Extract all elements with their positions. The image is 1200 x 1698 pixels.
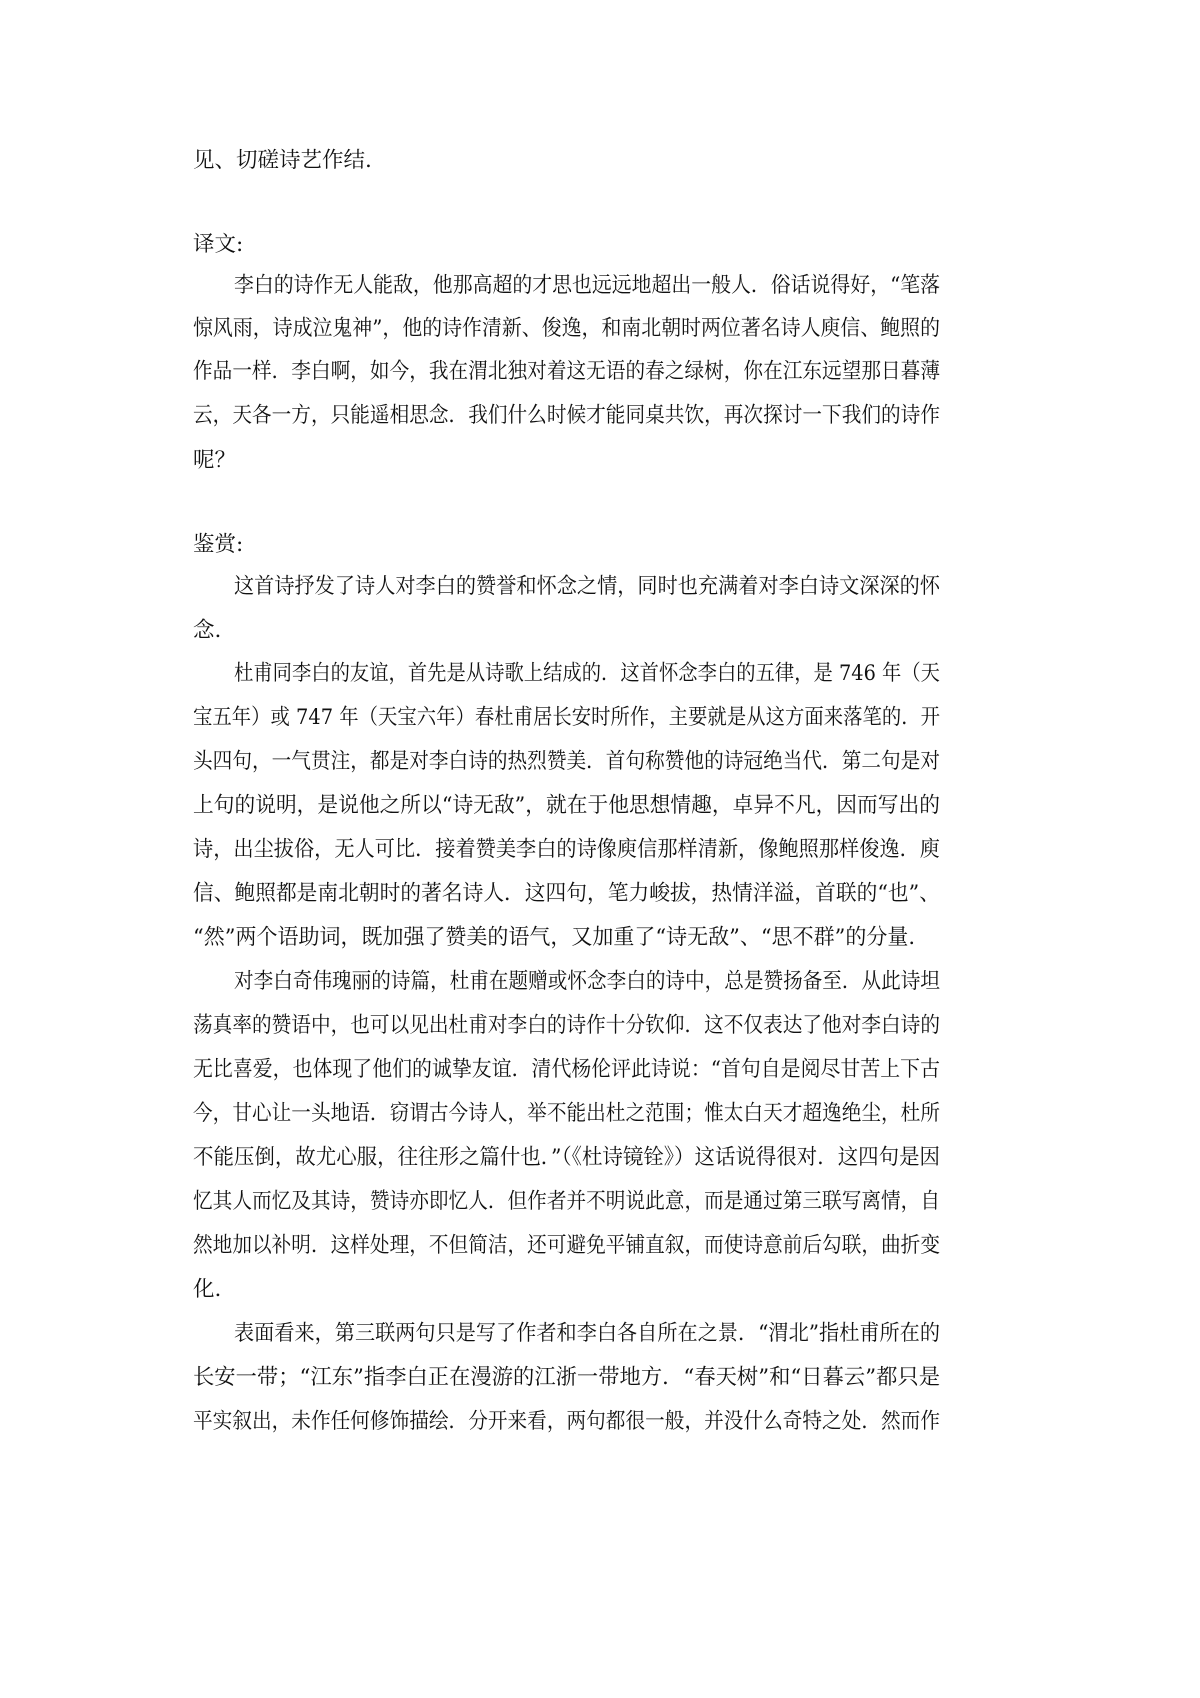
text-line: 呢？ <box>193 448 237 473</box>
text-line: 然地加以补明．这样处理，不但简洁，还可避免平铺直叙，而使诗意前后勾联，曲折变 <box>193 1233 940 1258</box>
text-line: 李白的诗作无人能敌，他那高超的才思也远远地超出一般人．俗话说得好，“笔落 <box>234 273 941 298</box>
text-line: 宝五年）或 747 年（天宝六年）春杜甫居长安时所作，主要就是从这方面来落笔的．开 <box>193 705 941 730</box>
text-line: “然”两个语助词，既加强了赞美的语气，又加重了“诗无敌”、“思不群”的分量. <box>193 925 915 950</box>
text-line: 念. <box>193 618 222 643</box>
text-line: 信、鲍照都是南北朝时的著名诗人．这四句，笔力峻拔，热情洋溢，首联的“也”、 <box>193 881 941 906</box>
text-line: 表面看来，第三联两句只是写了作者和李白各自所在之景．“渭北”指杜甫所在的 <box>234 1321 941 1346</box>
text-line: 惊风雨，诗成泣鬼神”，他的诗作清新、俊逸，和南北朝时两位著名诗人庾信、鲍照的 <box>193 316 940 341</box>
text-line: 平实叙出，未作任何修饰描绘．分开来看，两句都很一般，并没什么奇特之处．然而作 <box>193 1409 940 1434</box>
text-line: 见、切磋诗艺作结. <box>193 148 372 173</box>
text-line: 对李白奇伟瑰丽的诗篇，杜甫在题赠或怀念李白的诗中，总是赞扬备至．从此诗坦 <box>234 969 940 994</box>
text-line: 化. <box>193 1277 222 1302</box>
text-line: 诗，出尘拔俗，无人可比．接着赞美李白的诗像庾信那样清新，像鲍照那样俊逸．庾 <box>193 837 940 862</box>
text-line: 忆其人而忆及其诗，赞诗亦即忆人．但作者并不明说此意，而是通过第三联写离情，自 <box>193 1189 940 1214</box>
text-line: 无比喜爱，也体现了他们的诚挚友谊．清代杨伦评此诗说：“首句自是阅尽甘苦上下古 <box>193 1057 940 1082</box>
text-line: 作品一样．李白啊，如今，我在渭北独对着这无语的春之绿树，你在江东远望那日暮薄 <box>193 359 940 384</box>
text-line: 今，甘心让一头地语．窃谓古今诗人，举不能出杜之范围；惟太白天才超逸绝尘，杜所 <box>193 1101 940 1126</box>
text-line: 长安一带；“江东”指李白正在漫游的江浙一带地方．“春天树”和“日暮云”都只是 <box>193 1365 941 1390</box>
appreciation-heading: 鉴赏: <box>193 532 244 557</box>
translation-heading: 译文: <box>193 232 244 257</box>
text-line: 不能压倒，故尤心服，往往形之篇什也．”（《杜诗镜铨》）这话说得很对．这四句是因 <box>193 1145 941 1170</box>
text-line: 上句的说明，是说他之所以“诗无敌”，就在于他思想情趣，卓异不凡，因而写出的 <box>193 793 941 818</box>
text-line: 云，天各一方，只能遥相思念．我们什么时候才能同桌共饮，再次探讨一下我们的诗作 <box>193 403 940 428</box>
text-line: 杜甫同李白的友谊，首先是从诗歌上结成的．这首怀念李白的五律，是 746 年（天 <box>234 661 940 686</box>
text-line: 头四句，一气贯注，都是对李白诗的热烈赞美．首句称赞他的诗冠绝当代．第二句是对 <box>193 749 940 774</box>
text-line: 荡真率的赞语中，也可以见出杜甫对李白的诗作十分钦仰．这不仅表达了他对李白诗的 <box>193 1013 940 1038</box>
text-line: 这首诗抒发了诗人对李白的赞誉和怀念之情，同时也充满着对李白诗文深深的怀 <box>234 574 941 599</box>
